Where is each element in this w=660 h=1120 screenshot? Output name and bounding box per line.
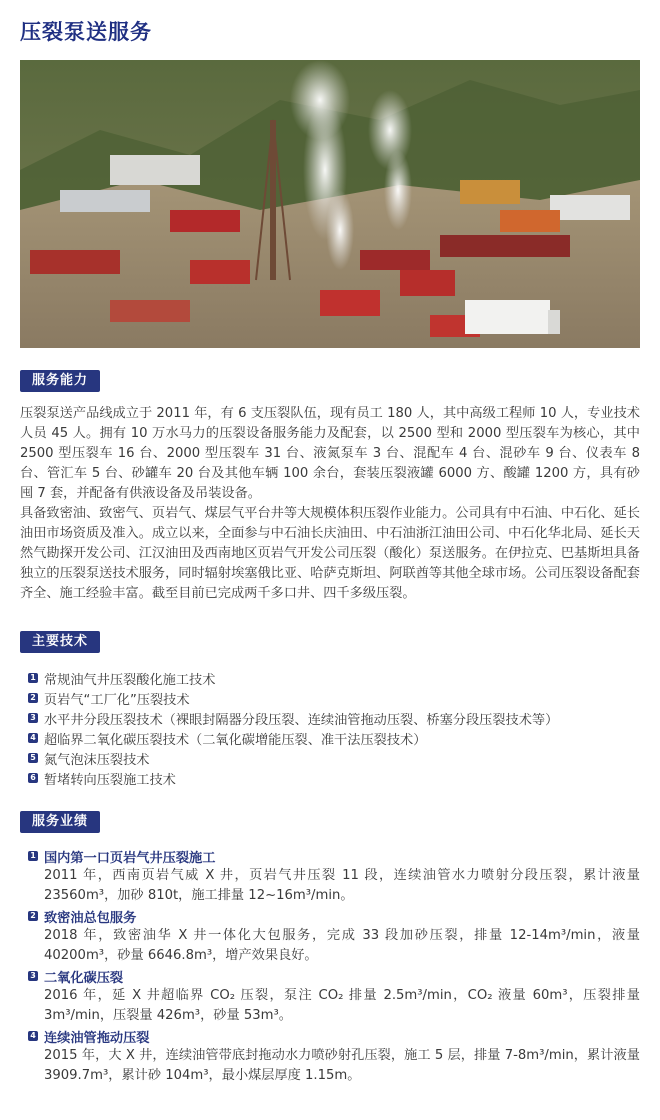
performance-text: 2018 年，致密油华 X 井一体化大包服务，完成 33 段加砂压裂，排量 12-14m³/min，液量 40200m³，砂量 6646.8m³，增产效果良好。	[44, 928, 640, 963]
technology-text: 页岩气“工厂化”压裂技术	[44, 692, 190, 708]
item-number: 4	[28, 733, 38, 743]
performance-title: 国内第一口页岩气井压裂施工	[44, 850, 216, 866]
performance-title: 致密油总包服务	[44, 910, 137, 926]
list-item	[28, 748, 640, 768]
item-number: 1	[28, 851, 38, 861]
list-item	[28, 906, 640, 966]
performance-text: 2011 年，西南页岩气威 X 井，页岩气井压裂 11 段，连续油管水力喷射分段压裂，累计液量 23560m³，加砂 810t，施工排量 12~16m³/min。	[44, 868, 640, 903]
list-item	[28, 708, 640, 728]
performance-title-row	[28, 846, 640, 866]
performance-title: 二氧化碳压裂	[44, 970, 124, 986]
performance-list	[28, 846, 640, 1086]
list-item	[28, 768, 640, 788]
item-number: 2	[28, 693, 38, 703]
section-heading-technology: 主要技术	[20, 631, 100, 653]
list-item	[28, 966, 640, 1026]
list-item	[28, 846, 640, 906]
technology-text: 常规油气井压裂酸化施工技术	[44, 672, 216, 688]
technology-text: 暂堵转向压裂施工技术	[44, 772, 176, 788]
section-heading-capability: 服务能力	[20, 370, 100, 392]
list-item	[28, 668, 640, 688]
technology-list	[28, 668, 640, 788]
capability-paragraph: 压裂泵送产品线成立于 2011 年，有 6 支压裂队伍，现有员工 180 人，其中高级工程师 10 人，专业技术人员 45 人。拥有 10 万水马力的压裂设备服务能力及配套，以 2500 型和 2000 型压裂车为核心，其中 2500 型压裂车 16 台、2000 型压裂车 31 台、液氮泵车 3 台、混配车 4 台、混砂车 9 台、仪表车 8 台、管汇车 5 台、砂罐车 20 台及其他车辆 100 余台，套装压裂液罐 6000 方、酸罐 1200 方，具有砂囤 7 套，并配备有供液设备及吊装设备。	[20, 406, 640, 501]
performance-text: 2015 年，大 X 井，连续油管带底封拖动水力喷砂射孔压裂，施工 5 层，排量 7-8m³/min，累计液量 3909.7m³，累计砂 104m³，最小煤层厚度 1.15m。	[44, 1048, 640, 1083]
item-number: 5	[28, 753, 38, 763]
technology-text: 超临界二氧化碳压裂技术（二氧化碳增能压裂、准干法压裂技术）	[44, 732, 427, 748]
page-title: 压裂泵送服务	[20, 20, 152, 44]
item-number: 6	[28, 773, 38, 783]
section-heading-performance: 服务业绩	[20, 811, 100, 833]
item-number: 1	[28, 673, 38, 683]
capability-paragraph: 具备致密油、致密气、页岩气、煤层气平台井等大规模体积压裂作业能力。公司具有中石油、中石化、延长油田市场资质及准入。成立以来，全面参与中石油长庆油田、中石油浙江油田公司、中石化华北局、延长天然气勘探开发公司、江汉油田及西南地区页岩气开发公司压裂（酸化）泵送服务。在伊拉克、巴基斯坦具备独立的压裂泵送技术服务，同时辐射埃塞俄比亚、哈萨克斯坦、阿联酋等其他全球市场。公司压裂设备配套齐全、施工经验丰富。截至目前已完成两千多口井、四千多级压裂。	[20, 506, 640, 601]
performance-title-row	[28, 906, 640, 926]
list-item	[28, 1026, 640, 1086]
fracturing-site-photo	[20, 60, 640, 348]
list-item	[28, 728, 640, 748]
item-number: 3	[28, 971, 38, 981]
performance-title-row	[28, 1026, 640, 1046]
item-number: 4	[28, 1031, 38, 1041]
fracturing-site-illustration	[20, 60, 640, 348]
item-number: 3	[28, 713, 38, 723]
performance-title: 连续油管拖动压裂	[44, 1030, 150, 1046]
performance-text: 2016 年，延 X 井超临界 CO₂ 压裂，泵注 CO₂ 排量 2.5m³/min，CO₂ 液量 60m³，压裂排量 3m³/min，压裂量 426m³，砂量 53m³。	[44, 988, 640, 1023]
technology-text: 水平井分段压裂技术（裸眼封隔器分段压裂、连续油管拖动压裂、桥塞分段压裂技术等）	[44, 712, 559, 728]
capability-text	[20, 404, 640, 604]
item-number: 2	[28, 911, 38, 921]
performance-title-row	[28, 966, 640, 986]
technology-text: 氮气泡沫压裂技术	[44, 752, 150, 768]
list-item	[28, 688, 640, 708]
